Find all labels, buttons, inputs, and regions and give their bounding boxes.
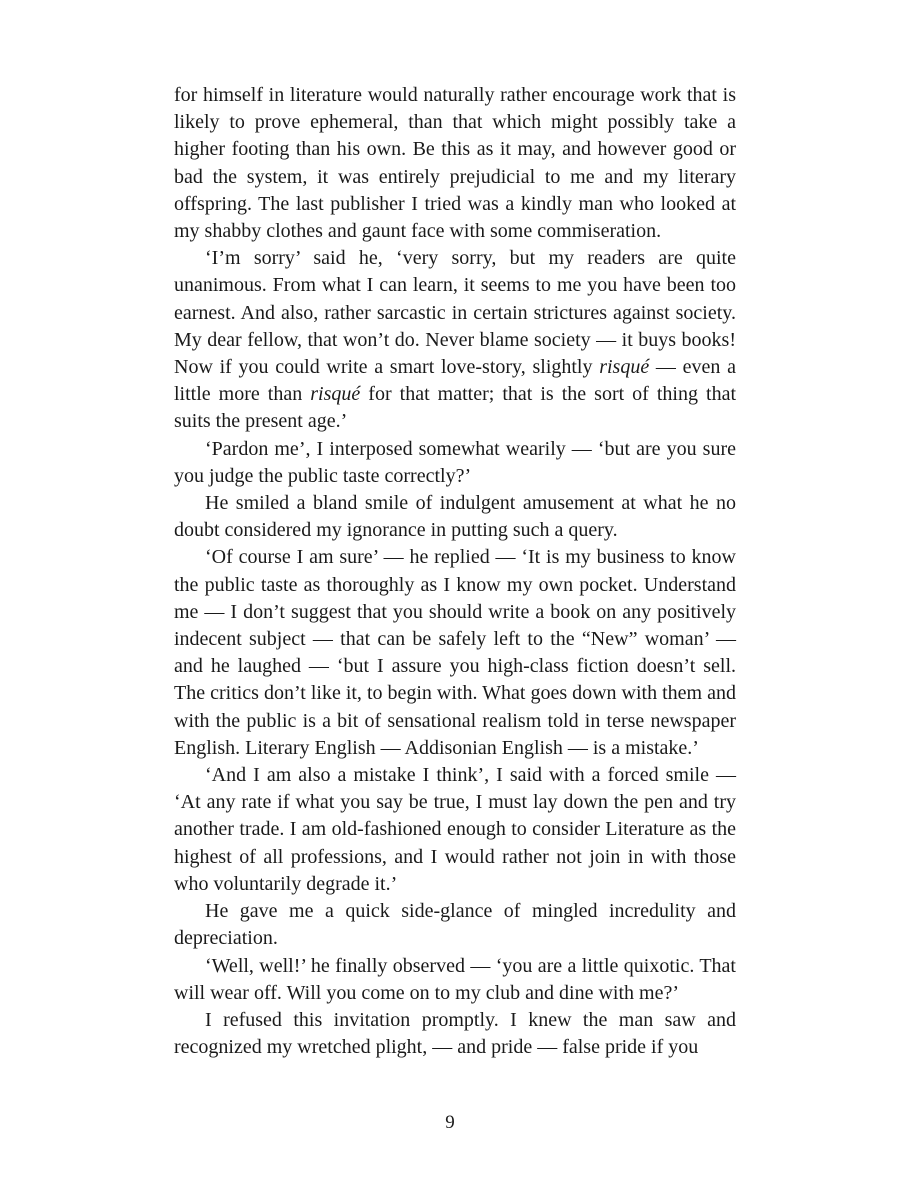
paragraph: [174, 1007, 736, 1061]
paragraph: [174, 82, 736, 245]
paragraph: [174, 490, 736, 544]
paragraph: [174, 953, 736, 1007]
body-text: [174, 82, 736, 1061]
paragraph: [174, 245, 736, 435]
text-run: for himself in literature would naturally rather encourage work that is likely to prove ephemeral, than that which might possibly take a higher footing than his own. Be this as it may, and however good or bad the system, it was entirely prejudicial to me and my literary offspring. The last publisher I tried was a kindly man who looked at my shabby clothes and gaunt face with some commiseration.: [174, 84, 736, 243]
text-run: He gave me a quick side-glance of mingled incredulity and depreciation.: [174, 900, 736, 950]
book-page: [174, 82, 736, 1061]
text-run: ‘Pardon me’, I interposed somewhat wearily — ‘but are you sure you judge the public taste correctly?’: [174, 437, 736, 487]
text-run: ‘Of course I am sure’ — he replied — ‘It is my business to know the public taste as thoroughly as I know my own pocket. Understand me — I don’t suggest that you should write a book on any positively indecent subject — that can be safely left to the “New” woman’ — and he laughed — ‘but I assure you high-class fiction doesn’t sell. The critics don’t like it, to begin with. What goes down with them and with the public is a bit of sensational realism told in terse newspaper English. Literary English — Addisonian English — is a mistake.’: [174, 546, 736, 759]
paragraph: [174, 436, 736, 490]
text-run: — even a little more than: [174, 356, 736, 406]
text-run: ‘And I am also a mistake I think’, I said with a forced smile — ‘At any rate if what you say be true, I must lay down the pen and try another trade. I am old-fashioned enough to consider Literature as the highest of all professions, and I would rather not join in with those who voluntarily degrade it.’: [174, 764, 736, 895]
paragraph: [174, 762, 736, 898]
paragraph: [174, 898, 736, 952]
page-number: 9: [445, 1112, 455, 1133]
text-run: He smiled a bland smile of indulgent amusement at what he no doubt considered my ignorance in putting such a query.: [174, 492, 736, 542]
text-run: for that matter; that is the sort of thing that suits the present age.’: [174, 383, 736, 433]
paragraph: [174, 544, 736, 762]
text-run: I refused this invitation promptly. I knew the man saw and recognized my wretched plight, — and pride — false pride if you: [174, 1008, 736, 1059]
italic-text: risqué: [599, 356, 650, 379]
text-run: ‘Well, well!’ he finally observed — ‘you are a little quixotic. That will wear off. Will you come on to my club and dine with me?’: [174, 954, 736, 1004]
text-run: ‘I’m sorry’ said he, ‘very sorry, but my readers are quite unanimous. From what I can learn, it seems to me you have been too earnest. And also, rather sarcastic in certain strictures against society. My dear fellow, that won’t do. Never blame society — it buys books! Now if you could write a smart love-story, slightly: [174, 247, 736, 379]
italic-text: risqué: [310, 383, 361, 406]
